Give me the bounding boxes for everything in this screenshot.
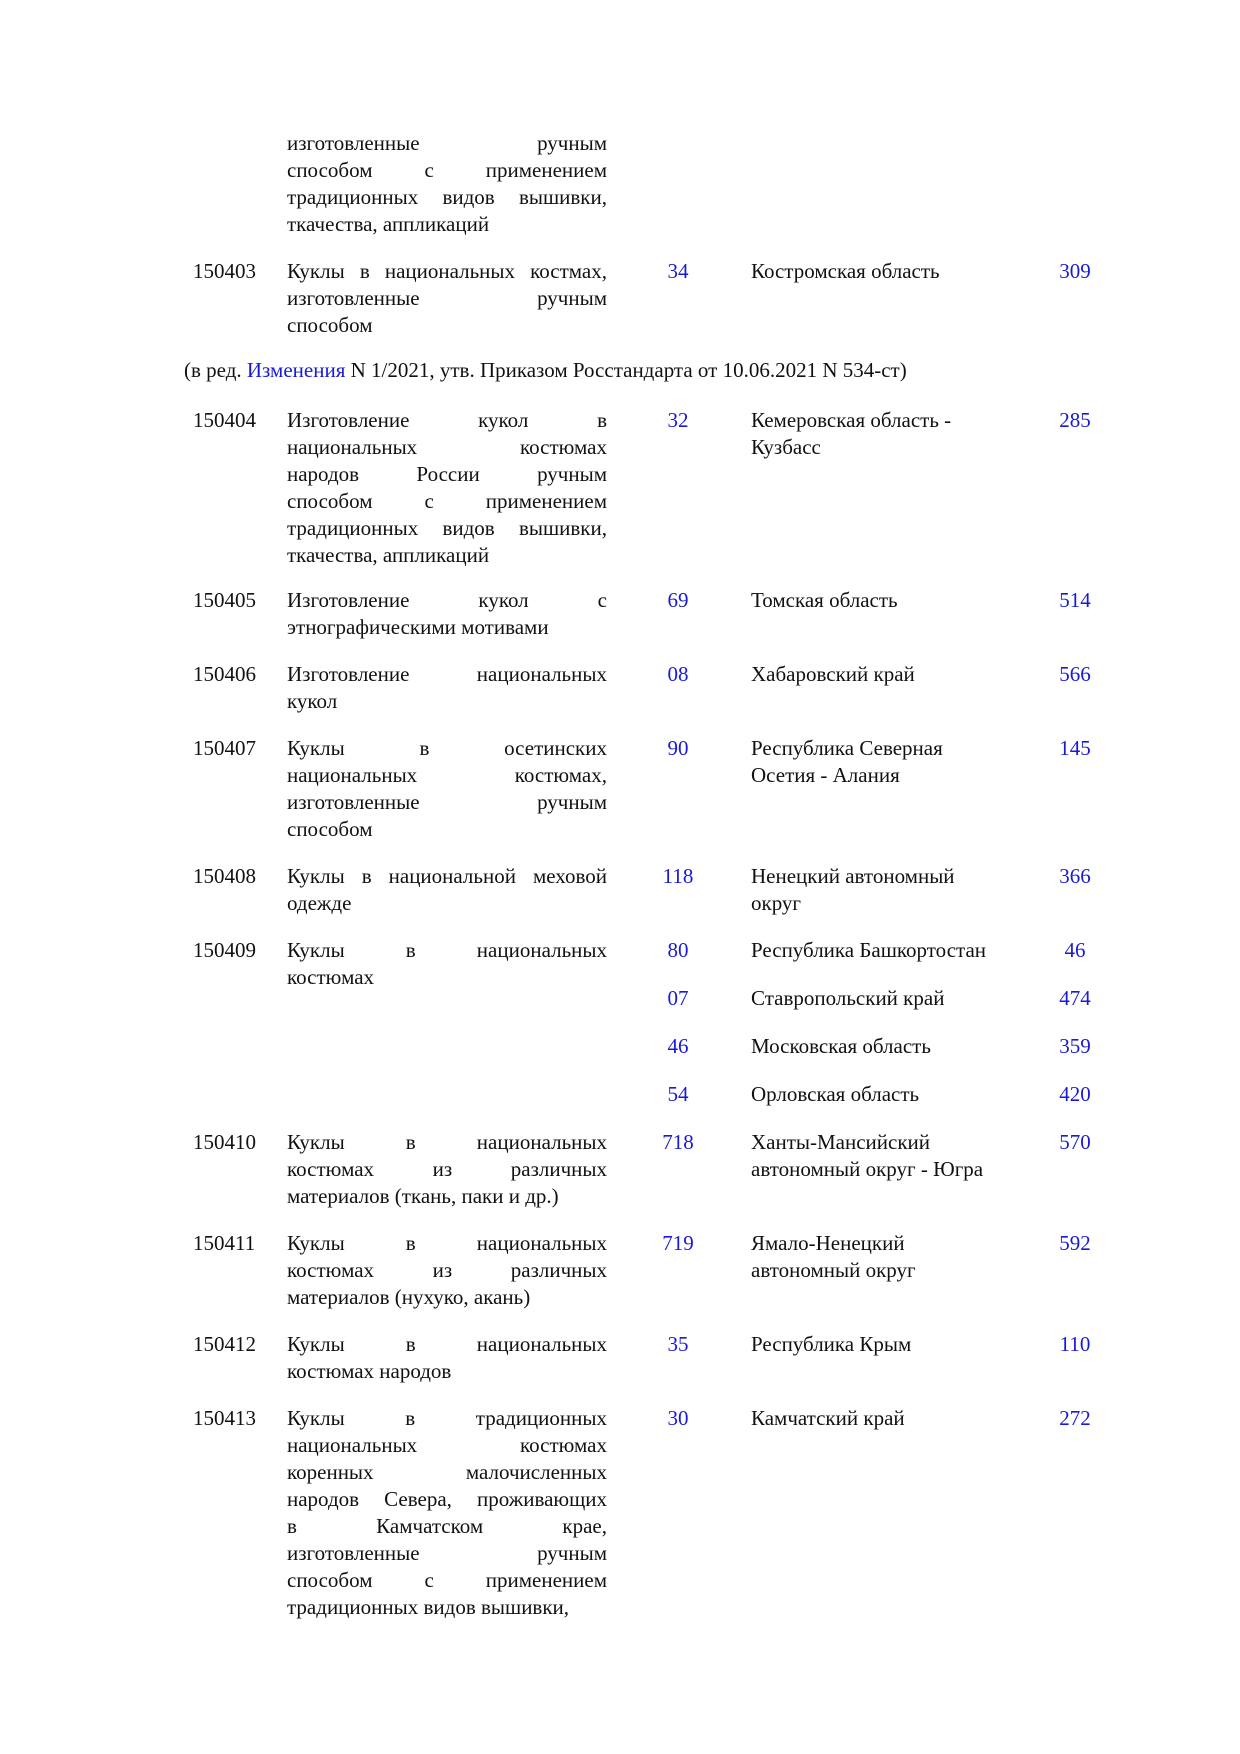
description-line: национальных костюмах,: [287, 763, 607, 787]
description-line: национальных костюмах: [287, 1433, 607, 1457]
note-prefix: (в ред.: [184, 358, 247, 382]
region-line: Московская область: [751, 1034, 931, 1058]
region-name: [751, 937, 1031, 964]
region-number-link[interactable]: 145: [1059, 736, 1091, 760]
region-line: Республика Северная: [751, 736, 943, 760]
region-code-link[interactable]: 719: [662, 1231, 694, 1255]
region-code-link[interactable]: 54: [667, 1082, 689, 1106]
region-line: Хабаровский край: [751, 662, 915, 686]
region-name: [751, 407, 1031, 461]
region-code-link[interactable]: 32: [667, 408, 689, 432]
region-number-link[interactable]: 359: [1059, 1034, 1091, 1058]
code-cell: 150411: [193, 1231, 256, 1255]
region-line: Осетия - Алания: [751, 763, 900, 787]
description-line: ткачества, аппликаций: [287, 212, 490, 236]
description-line: костюмах из различных: [287, 1258, 607, 1282]
region-code-link[interactable]: 46: [667, 1034, 689, 1058]
region-line: Ямало-Ненецкий: [751, 1231, 905, 1255]
code-cell: 150407: [193, 736, 256, 760]
description-cell: [287, 1230, 607, 1311]
description-line: изготовленные ручным: [287, 131, 607, 155]
description-line: в Камчатском крае,: [287, 1514, 607, 1538]
code-cell: 150403: [193, 259, 256, 283]
region-code-link[interactable]: 718: [662, 1130, 694, 1154]
code-cell: 150405: [193, 588, 256, 612]
description-cell: [287, 937, 607, 991]
code-cell: 150412: [193, 1332, 256, 1356]
region-number-link[interactable]: 272: [1059, 1406, 1091, 1430]
region-line: Ставропольский край: [751, 986, 945, 1010]
description-line: этнографическими мотивами: [287, 615, 549, 639]
amendment-note: [184, 357, 907, 384]
region-name: [751, 1033, 1031, 1060]
region-name: [751, 587, 1031, 614]
description-cell: [287, 735, 607, 843]
region-name: [751, 1230, 1031, 1284]
region-number-link[interactable]: 285: [1059, 408, 1091, 432]
description-line: Изготовление кукол с: [287, 588, 607, 612]
description-cell: [287, 661, 607, 715]
region-name: [751, 661, 1031, 688]
region-name: [751, 258, 1031, 285]
region-code-link[interactable]: 90: [667, 736, 689, 760]
region-code-link[interactable]: 08: [667, 662, 689, 686]
code-cell: 150408: [193, 864, 256, 888]
region-line: Республика Башкортостан: [751, 938, 987, 962]
region-name: [751, 735, 1031, 789]
region-code-link[interactable]: 30: [667, 1406, 689, 1430]
description-cell: [287, 1405, 607, 1621]
region-code-link[interactable]: 118: [662, 864, 694, 888]
region-number-link[interactable]: 420: [1059, 1082, 1091, 1106]
region-line: Ханты-Мансийский: [751, 1130, 931, 1154]
description-line: национальных костюмах: [287, 435, 607, 459]
description-line: Изготовление национальных: [287, 662, 607, 686]
region-name: [751, 985, 1031, 1012]
region-number-link[interactable]: 366: [1059, 864, 1091, 888]
code-cell: 150404: [193, 408, 256, 432]
description-line: костюмах: [287, 965, 375, 989]
region-number-link[interactable]: 566: [1059, 662, 1091, 686]
code-cell: 150413: [193, 1406, 256, 1430]
region-line: округ: [751, 891, 802, 915]
region-line: Костромская область: [751, 259, 940, 283]
code-cell: 150406: [193, 662, 256, 686]
description-line: костюмах народов: [287, 1359, 452, 1383]
code-cell: 150409: [193, 938, 256, 962]
description-line: изготовленные ручным: [287, 1541, 607, 1565]
region-code-link[interactable]: 80: [667, 938, 689, 962]
description-line: материалов (ткань, паки и др.): [287, 1184, 559, 1208]
description-line: материалов (нухуко, акань): [287, 1285, 531, 1309]
description-line: изготовленные ручным: [287, 286, 607, 310]
region-code-link[interactable]: 07: [667, 986, 689, 1010]
region-number-link[interactable]: 46: [1064, 938, 1086, 962]
note-suffix: N 1/2021, утв. Приказом Росстандарта от 10.06.2021 N 534-ст): [345, 358, 907, 382]
description-line: способом: [287, 817, 373, 841]
description-line: коренных малочисленных: [287, 1460, 607, 1484]
region-number-link[interactable]: 309: [1059, 259, 1091, 283]
description-line: Куклы в национальных: [287, 1231, 607, 1255]
description-cell: [287, 1331, 607, 1385]
region-number-link[interactable]: 592: [1059, 1231, 1091, 1255]
description-line: народов России ручным: [287, 462, 607, 486]
region-line: Камчатский край: [751, 1406, 905, 1430]
region-name: [751, 1405, 1031, 1432]
region-number-link[interactable]: 514: [1059, 588, 1091, 612]
region-name: [751, 1081, 1031, 1108]
description-cell: [287, 863, 607, 917]
description-line: Куклы в осетинских: [287, 736, 607, 760]
region-line: Кемеровская область -: [751, 408, 952, 432]
region-number-link[interactable]: 570: [1059, 1130, 1091, 1154]
description-line: традиционных видов вышивки,: [287, 185, 607, 209]
description-line: Куклы в национальных: [287, 938, 607, 962]
region-line: Ненецкий автономный: [751, 864, 955, 888]
description-line: традиционных видов вышивки,: [287, 1595, 570, 1619]
description-line: Куклы в национальных: [287, 1130, 607, 1154]
region-code-link[interactable]: 35: [667, 1332, 689, 1356]
region-line: Орловская область: [751, 1082, 920, 1106]
description-cell: [287, 130, 607, 238]
description-line: Куклы в национальных: [287, 1332, 607, 1356]
description-line: ткачества, аппликаций: [287, 543, 490, 567]
description-line: костюмах из различных: [287, 1157, 607, 1181]
region-line: Республика Крым: [751, 1332, 912, 1356]
description-line: Изготовление кукол в: [287, 408, 607, 432]
description-line: народов Севера, проживающих: [287, 1487, 607, 1511]
region-code-link[interactable]: 34: [667, 259, 689, 283]
description-cell: [287, 258, 607, 339]
region-name: [751, 1129, 1031, 1183]
region-name: [751, 863, 1031, 917]
description-cell: [287, 1129, 607, 1210]
region-line: Томская область: [751, 588, 898, 612]
description-cell: [287, 407, 607, 569]
region-name: [751, 1331, 1031, 1358]
region-line: Кузбасс: [751, 435, 821, 459]
code-cell: 150410: [193, 1130, 256, 1154]
description-line: способом с применением: [287, 489, 607, 513]
amendment-link[interactable]: Изменения: [246, 358, 346, 382]
description-line: способом с применением: [287, 158, 607, 182]
description-line: Куклы в национальных костмах,: [287, 259, 607, 283]
region-code-link[interactable]: 69: [667, 588, 689, 612]
region-number-link[interactable]: 474: [1059, 986, 1091, 1010]
region-line: автономный округ: [751, 1258, 916, 1282]
description-line: Куклы в традиционных: [287, 1406, 607, 1430]
description-line: Куклы в национальной меховой: [287, 864, 607, 888]
region-number-link[interactable]: 110: [1059, 1332, 1091, 1356]
description-line: способом: [287, 313, 373, 337]
description-line: традиционных видов вышивки,: [287, 516, 607, 540]
description-line: изготовленные ручным: [287, 790, 607, 814]
region-line: автономный округ - Югра: [751, 1157, 984, 1181]
description-line: способом с применением: [287, 1568, 607, 1592]
description-line: кукол: [287, 689, 338, 713]
description-line: одежде: [287, 891, 352, 915]
description-cell: [287, 587, 607, 641]
